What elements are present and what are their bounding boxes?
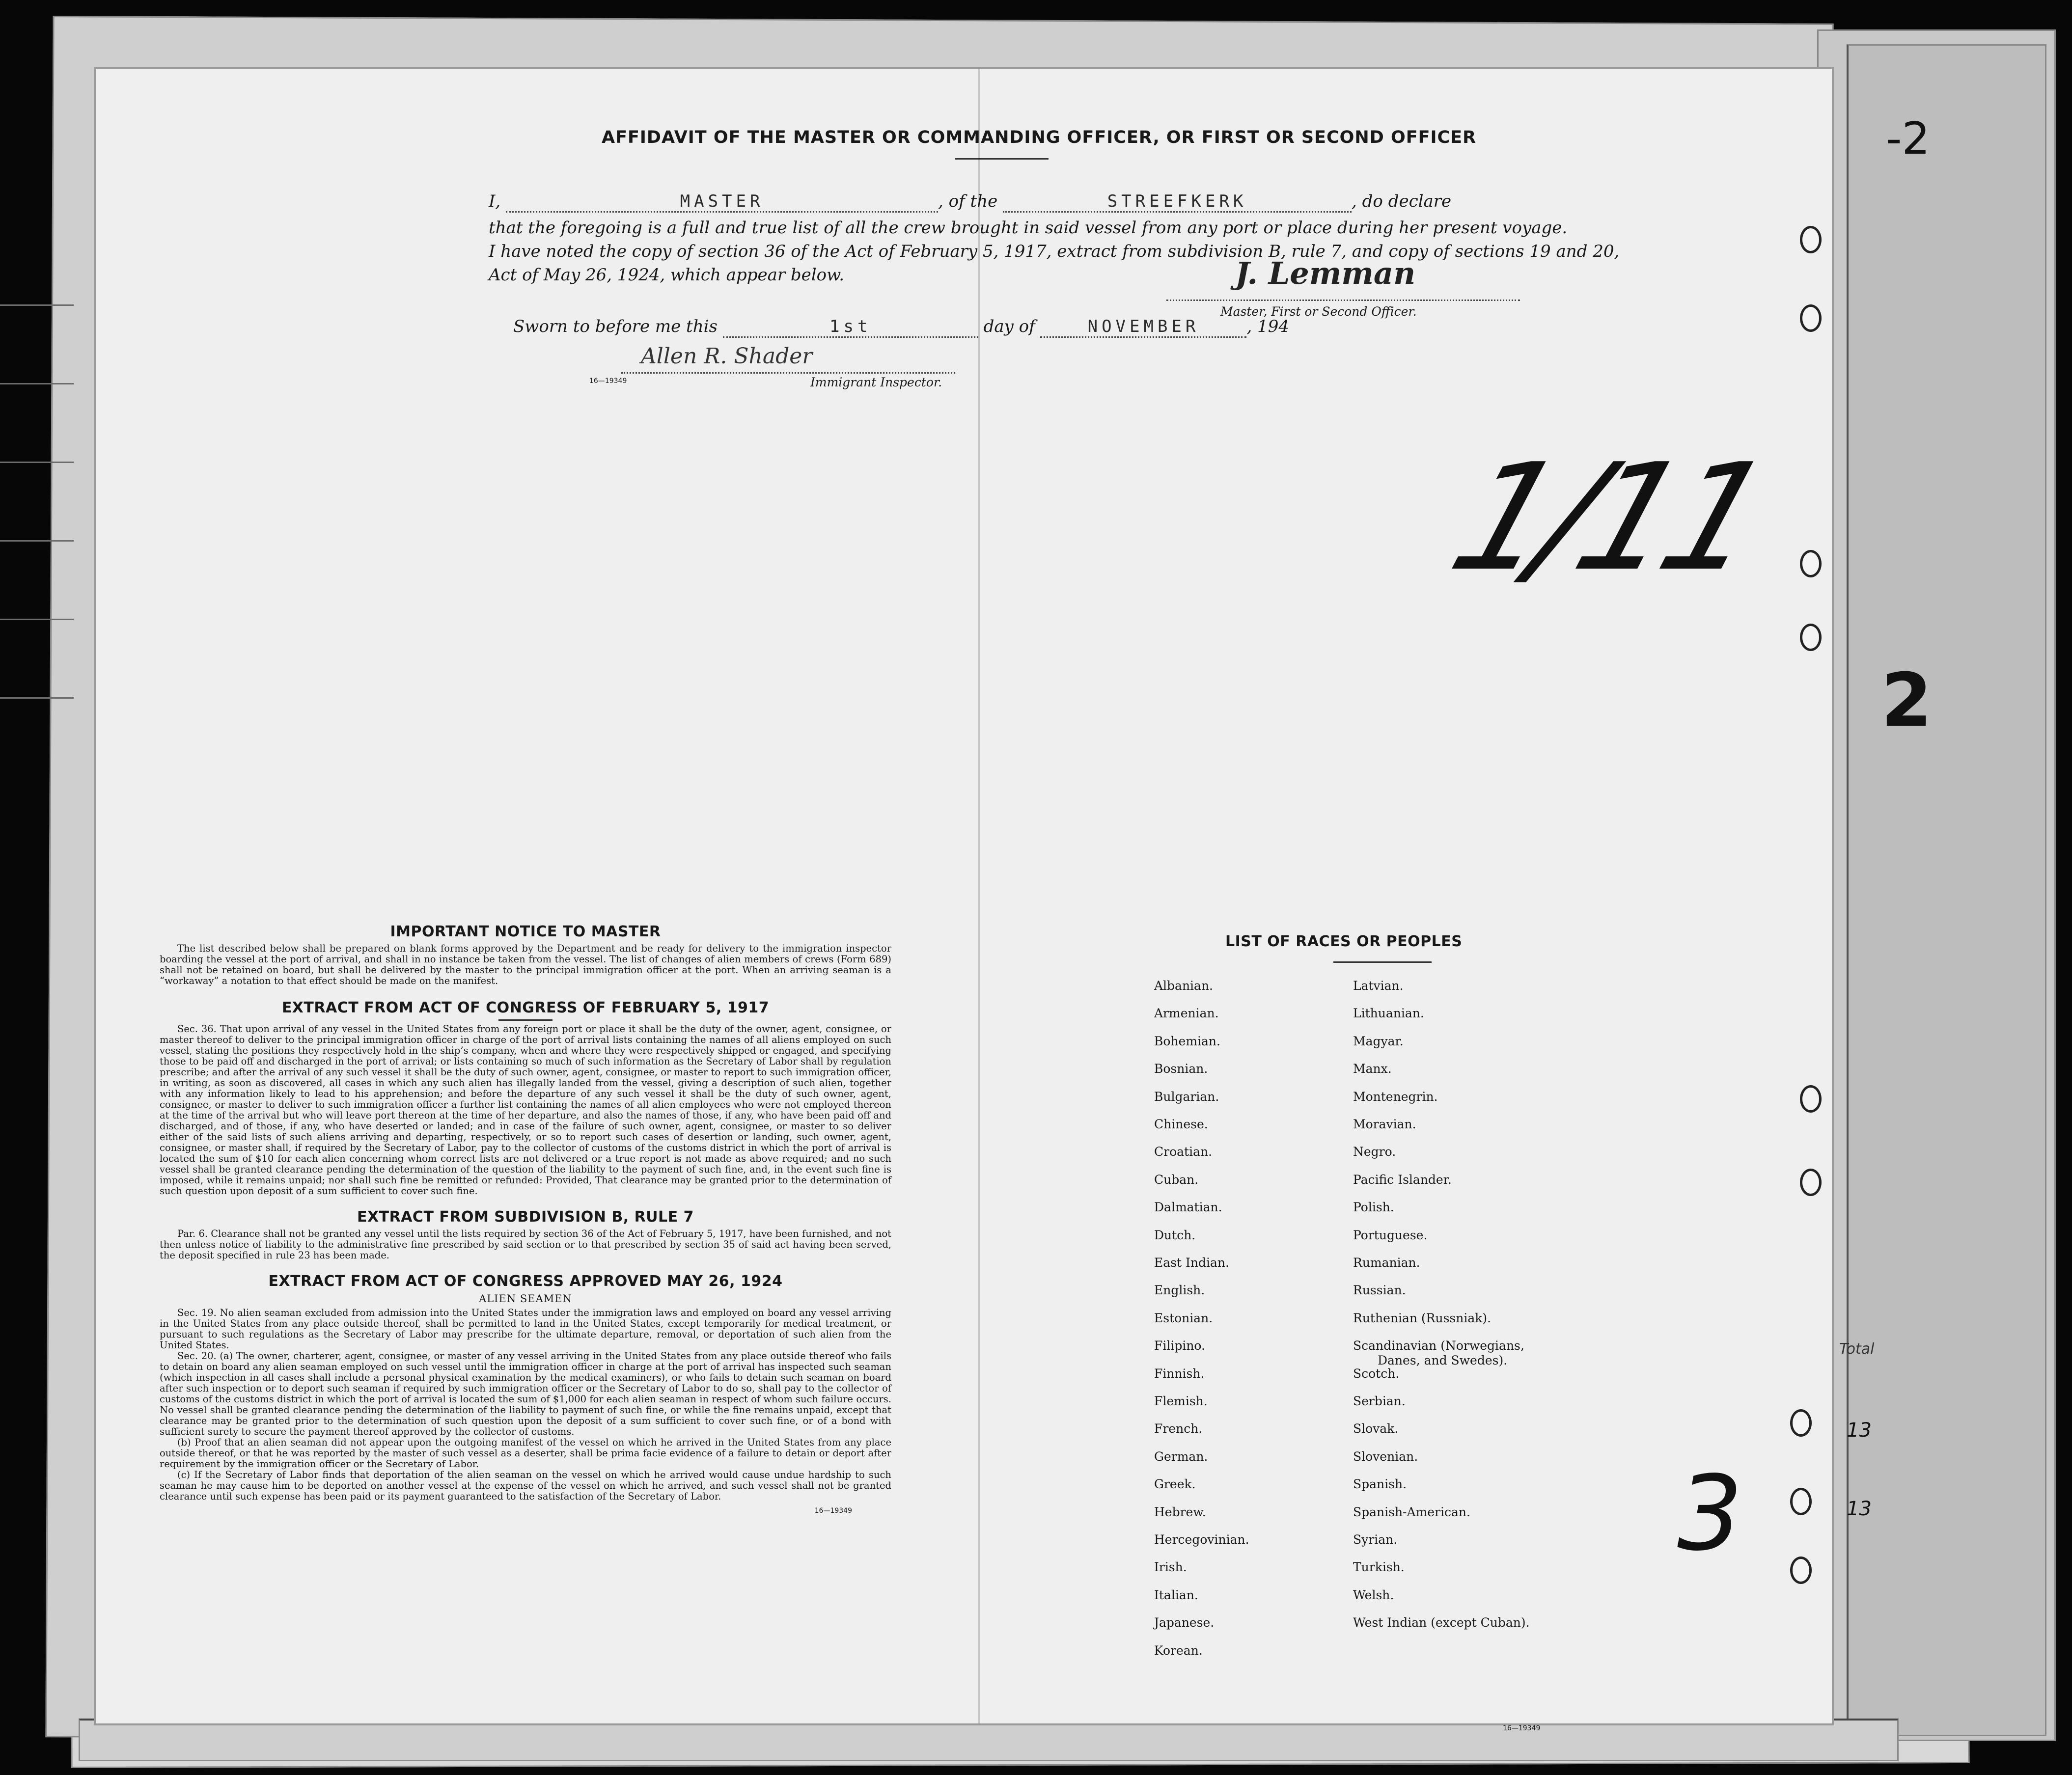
race-item: English.: [1154, 1283, 1205, 1298]
sworn-year: , 194: [1246, 317, 1289, 336]
punch-hole: [1790, 1557, 1812, 1584]
extract-1924-title: EXTRACT FROM ACT OF CONGRESS APPROVED MAY 26, 1924: [268, 1273, 783, 1290]
race-item: Rumanian.: [1353, 1256, 1420, 1270]
declaration-line-2: that the foregoing is a full and true list of all the crew brought in said vessel from any port or place during her present voyage.: [489, 218, 1568, 238]
race-item: Bohemian.: [1154, 1034, 1220, 1048]
notice-title: IMPORTANT NOTICE TO MASTER: [390, 923, 661, 940]
race-item: Danes, and Swedes).: [1378, 1353, 1508, 1368]
sworn-month-field: [1040, 317, 1246, 338]
race-item: Filipino.: [1154, 1338, 1205, 1353]
margin-digit: 2: [1881, 658, 1933, 743]
section-20b-text: (b) Proof that an alien seaman did not appear upon the outgoing manifest of the vessel on which he arrived in the United States from any place outside thereof, or that he was reported by the master of such vessel as a deserter, shall be prima facie evidence of a failure to detain or deport after requirement by the immigration officer or the Secretary of Labor.: [160, 1437, 891, 1470]
punch-hole: [1790, 1409, 1812, 1437]
officer-name-field: [506, 191, 938, 213]
ledger-line: [0, 697, 74, 699]
race-item: Latvian.: [1353, 979, 1404, 993]
punch-hole: [1800, 550, 1822, 577]
edge-total-label: Total: [1839, 1340, 1875, 1358]
race-item: Pacific Islander.: [1353, 1172, 1452, 1187]
race-item: Lithuanian.: [1353, 1006, 1424, 1021]
section-rule: [498, 1019, 553, 1021]
bottom-stack-page: [79, 1719, 1899, 1761]
races-form-number: 16—19349: [1503, 1724, 1541, 1732]
document-page: [96, 69, 1832, 1732]
races-rule: [1333, 961, 1432, 963]
inspector-label: Immigrant Inspector.: [810, 375, 942, 389]
race-item: Ruthenian (Russniak).: [1353, 1311, 1492, 1325]
sheet-number: -2: [1886, 113, 1930, 164]
section-20c-text: (c) If the Secretary of Labor finds that deportation of the alien seaman on the vessel on which he arrived would cause undue hardship to such seaman he may cause him to be deported on another vessel at the expense of the vessel on which he arrived, and such vessel shall not be granted clearance until such expense has been paid or its payment guaranteed to the satisfaction of the Secretary of Labor.: [160, 1469, 891, 1502]
race-item: Dalmatian.: [1154, 1200, 1222, 1215]
inspector-signature: Allen R. Shader: [641, 344, 813, 369]
race-item: Cuban.: [1154, 1172, 1199, 1187]
race-item: Estonian.: [1154, 1311, 1213, 1325]
affidavit-title: AFFIDAVIT OF THE MASTER OR COMMANDING OFFICER, OR FIRST OR SECOND OFFICER: [602, 128, 1477, 147]
race-item: Montenegrin.: [1353, 1089, 1438, 1104]
sworn-line: [513, 317, 1289, 338]
declaration-prefix: I,: [489, 191, 501, 211]
race-item: Hebrew.: [1154, 1504, 1206, 1519]
race-item: Japanese.: [1154, 1615, 1215, 1630]
race-item: Albanian.: [1154, 979, 1214, 993]
signature-line: [1166, 300, 1520, 302]
race-item: Finnish.: [1154, 1366, 1205, 1381]
signature-label: Master, First or Second Officer.: [1220, 304, 1417, 319]
sworn-month-value: NOVEMBER: [1087, 317, 1200, 336]
race-item: Scotch.: [1353, 1366, 1400, 1381]
ledger-line: [0, 540, 74, 542]
ledger-line: [0, 304, 74, 306]
race-item: Turkish.: [1353, 1560, 1405, 1575]
races-title: LIST OF RACES OR PEOPLES: [1225, 933, 1463, 950]
sworn-prefix: Sworn to before me this: [513, 317, 718, 336]
right-stack-page: [1847, 44, 2046, 1736]
extract-1917-text: Sec. 36. That upon arrival of any vessel in the United States from any foreign port or place it shall be the duty of the owner, agent, consignee, or master thereof to deliver to the principal immigration officer in charge of the port of arrival lists containing the names of all aliens employed on such vessel, stating the positions they respectively hold in the ship’s company, when and where they were respectively shipped or engaged, and specifying those to be paid off and discharged in the port of arrival; or lists containing so much of such information as the Secretary of Labor shall by regulation prescribe; and after the arrival of any such vessel it shall be the duty of such owner, agent, consignee, or master to report to such immigration officer, in writing, as soon as discovered, all cases in which any such alien has illegally landed from the vessel, giving a description of such alien, together with any information likely to lead to his apprehension; and before the departure of any such vessel it shall be the duty of such owner, agent, consignee, or master to deliver to such immigration officer a further list containing the names of all alien employees who were not employed thereon at the time of the arrival but who will leave port thereon at the time of her departure, and also the names of those, if any, who have been paid off and discharged, and of those, if any, who have deserted or landed; and in case of the failure of such owner, agent, consignee, or master to so deliver either of the said lists of such aliens arriving and departing, respectively, or so to report such cases of desertion or landing, such owner, agent, consignee, or master shall, if required by the Secretary of Labor, pay to the collector of customs of the customs district in which the port of arrival is located the sum of $10 for each alien concerning whom correct lists are not delivered or a true report is not made as above required; and no such vessel shall be granted clearance pending the determination of the question of the liability to the payment of such fine, and, in the event such fine is imposed, while it remains unpaid; nor shall such fine be remitted or refunded: Provided, That clearance may be granted prior to the determination of such question upon deposit of a sum sufficient to cover such fine.: [160, 1023, 891, 1197]
section-19-text: Sec. 19. No alien seaman excluded from admission into the United States under the immigration laws and employed on board any vessel arriving in the United States from any place outside thereof, shall be permitted to land in the United States, except temporarily for medical treatment, or pursuant to such regulations as the Secretary of Labor may prescribe for the ultimate departure, removal, or deportation of such alien from the United States.: [160, 1307, 891, 1351]
race-item: German.: [1154, 1449, 1208, 1464]
edge-count: 13: [1847, 1498, 1872, 1520]
form-number: 16—19349: [589, 377, 627, 385]
punch-hole: [1790, 1488, 1812, 1515]
title-rule: [955, 158, 1049, 160]
race-item: Welsh.: [1353, 1587, 1394, 1602]
ledger-line: [0, 383, 74, 384]
declaration-line-1: [489, 191, 1451, 213]
race-item: Dutch.: [1154, 1228, 1196, 1242]
master-signature: J. Lemman: [1235, 255, 1416, 291]
race-item: Korean.: [1154, 1643, 1203, 1658]
race-item: Bosnian.: [1154, 1062, 1208, 1076]
declaration-mid: , of the: [938, 191, 998, 211]
punch-hole: [1800, 304, 1822, 332]
sworn-mid: day of: [983, 317, 1035, 336]
race-item: Polish.: [1353, 1200, 1394, 1215]
section-20a-text: Sec. 20. (a) The owner, charterer, agent, consignee, or master of any vessel arriving in the United States from any place outside thereof who fails to detain on board any alien seaman employed on such vessel until the immigration officer in charge at the port of arrival has inspected such seaman (which inspection in all cases shall include a personal physical examination by the medical examiners), or who fails to detain such seaman on board after such inspection or to deport such seaman if required by such immigration officer or the Secretary of Labor to do so, shall pay to the collector of customs of the customs district in which the port of arrival is located the sum of $1,000 for each alien seaman in respect of whom such failure occurs. No vessel shall be granted clearance pending the determination of the liability to payment of such fine, or while the fine remains unpaid, except that clearance may be granted prior to the determination of such question upon the deposit of a sum sufficient to cover such fine, or of a bond with sufficient surety to secure the payment thereof approved by the collector of customs.: [160, 1350, 891, 1437]
notice-form-number: 16—19349: [814, 1507, 852, 1515]
extract-rule7-text: Par. 6. Clearance shall not be granted any vessel until the lists required by section 36 of the Act of February 5, 1917, have been furnished, and not then unless notice of liability to the administrative fine prescribed by said section or to that prescribed by section 35 of said act having been served, the deposit specified in rule 23 has been made.: [160, 1228, 891, 1261]
punch-hole: [1800, 1169, 1822, 1196]
punch-hole: [1800, 624, 1822, 651]
officer-name-value: MASTER: [680, 191, 764, 211]
race-item: Croatian.: [1154, 1145, 1213, 1159]
edge-count: 13: [1847, 1419, 1872, 1442]
race-item: Manx.: [1353, 1062, 1392, 1076]
race-item: Armenian.: [1154, 1006, 1219, 1021]
race-item: Irish.: [1154, 1560, 1187, 1575]
race-item: Italian.: [1154, 1587, 1198, 1602]
race-item: Slovak.: [1353, 1421, 1399, 1436]
race-item: French.: [1154, 1421, 1203, 1436]
vessel-name-value: STREEFKERK: [1107, 191, 1247, 211]
alien-seamen-subtitle: ALIEN SEAMEN: [479, 1293, 572, 1305]
sworn-day-field: [723, 317, 978, 338]
extract-1917-title: EXTRACT FROM ACT OF CONGRESS OF FEBRUARY 5, 1917: [281, 999, 770, 1016]
race-item: Bulgarian.: [1154, 1089, 1219, 1104]
declaration-line-4: Act of May 26, 1924, which appear below.: [489, 265, 845, 285]
extract-rule7-title: EXTRACT FROM SUBDIVISION B, RULE 7: [357, 1208, 694, 1226]
race-item: Syrian.: [1353, 1532, 1398, 1547]
race-item: Russian.: [1353, 1283, 1406, 1298]
handwritten-tally: 1/11: [1433, 432, 1781, 603]
ledger-line: [0, 462, 74, 463]
race-item: Scandinavian (Norwegians,: [1353, 1338, 1524, 1353]
race-item: Portuguese.: [1353, 1228, 1428, 1242]
race-item: East Indian.: [1154, 1256, 1229, 1270]
declaration-end: , do declare: [1352, 191, 1452, 211]
race-item: Negro.: [1353, 1145, 1396, 1159]
race-item: Moravian.: [1353, 1117, 1416, 1131]
vessel-name-field: [1003, 191, 1352, 213]
race-item: West Indian (except Cuban).: [1353, 1615, 1530, 1630]
race-item: Slovenian.: [1353, 1449, 1418, 1464]
race-item: Spanish-American.: [1353, 1504, 1470, 1519]
notice-text: The list described below shall be prepared on blank forms approved by the Department and be ready for delivery to the immigration inspector boarding the vessel at the port of arrival, and shall in no instance be taken from the vessel. The list of changes of alien members of crews (Form 689) shall not be retained on board, but shall be delivered by the master to the principal immigration officer at the port. When an arriving seaman is a “workaway” a notation to that effect should be made on the manifest.: [160, 943, 891, 986]
race-item: Greek.: [1154, 1477, 1196, 1492]
ledger-line: [0, 619, 74, 620]
notice-section: [160, 923, 891, 1515]
race-item: Hercegovinian.: [1154, 1532, 1249, 1547]
bottom-digit: 3: [1677, 1453, 1743, 1574]
race-item: Magyar.: [1353, 1034, 1404, 1048]
race-item: Spanish.: [1353, 1477, 1407, 1492]
race-item: Serbian.: [1353, 1394, 1406, 1408]
sworn-day-value: 1st: [829, 317, 872, 336]
declaration-line-3: I have noted the copy of section 36 of the Act of February 5, 1917, extract from subdivision B, rule 7, and copy of sections 19 and 20,: [489, 242, 1620, 261]
race-item: Chinese.: [1154, 1117, 1208, 1131]
punch-hole: [1800, 1085, 1822, 1113]
race-item: Flemish.: [1154, 1394, 1208, 1408]
punch-hole: [1800, 226, 1822, 253]
